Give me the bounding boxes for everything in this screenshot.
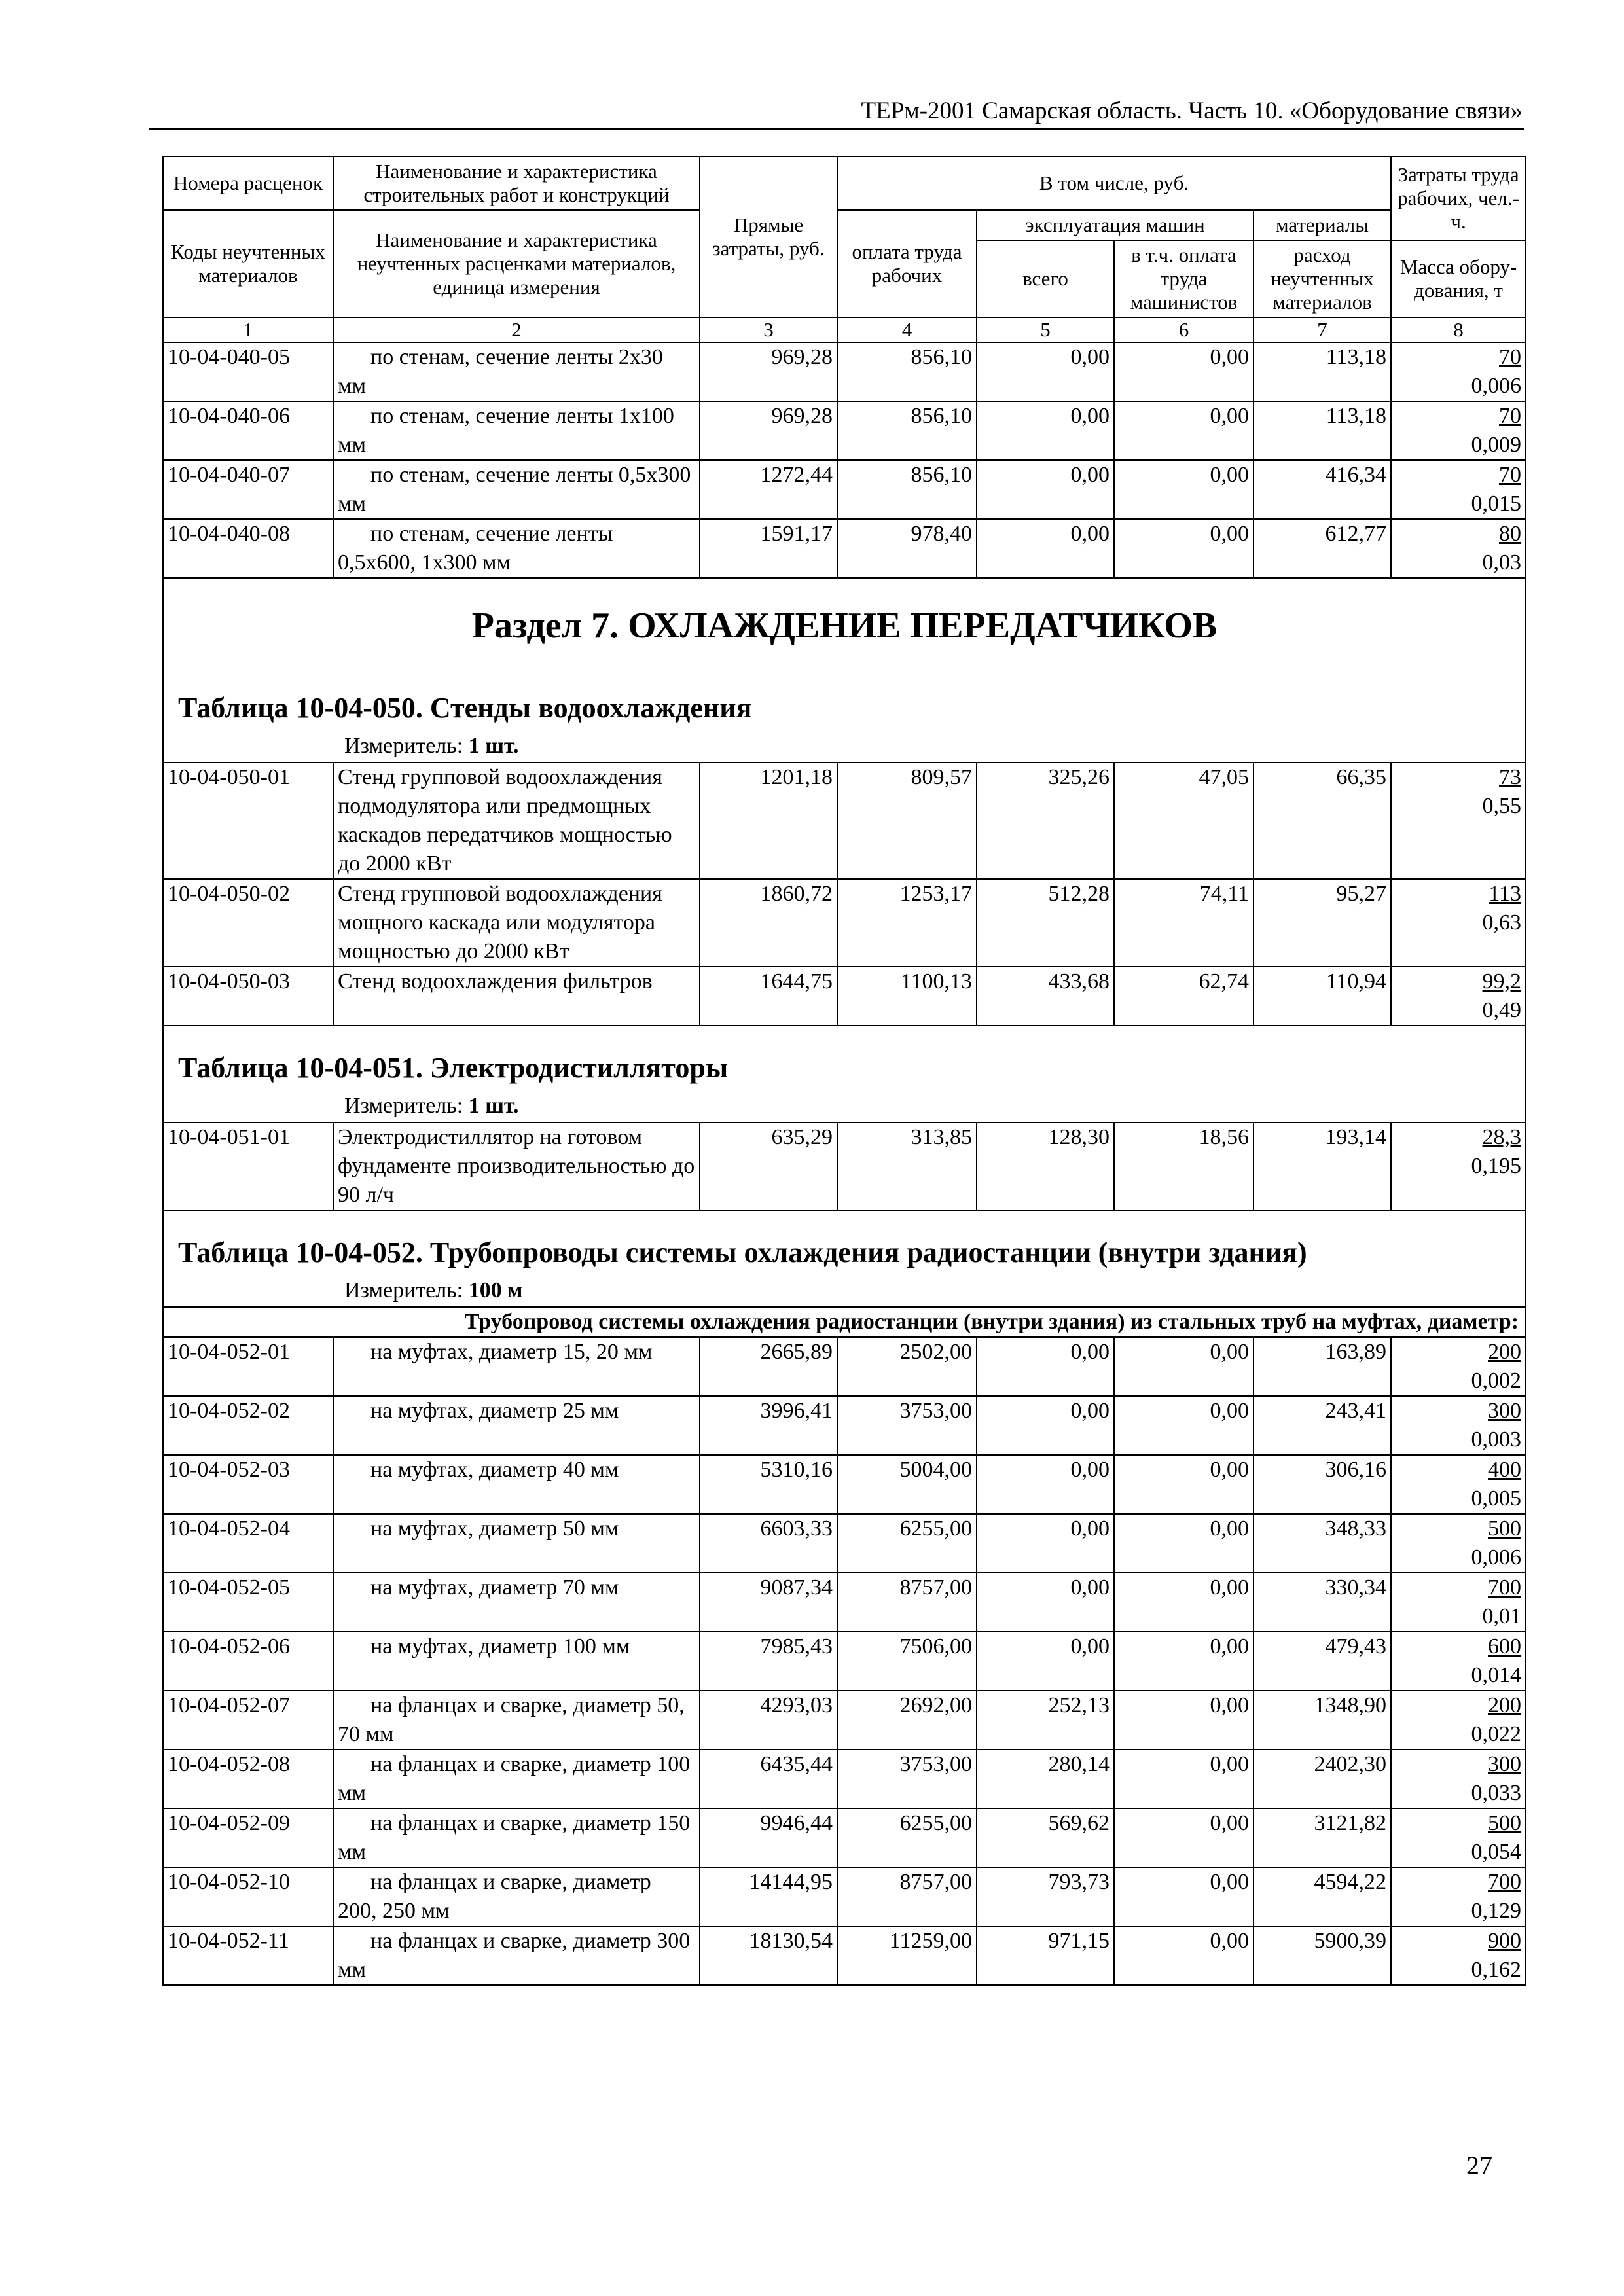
labour-mass-cell: [1391, 519, 1526, 578]
labour-mass-cell: [1391, 1573, 1526, 1632]
work-name: на фланцах и сварке, диаметр 50, 70 мм: [333, 1691, 700, 1749]
mass-value: 0,03: [1482, 550, 1522, 575]
labour-value: 28,3: [1482, 1125, 1522, 1149]
machine-total: 0,00: [977, 401, 1114, 460]
mass-value: 0,49: [1482, 998, 1522, 1022]
mass-value: 0,006: [1471, 374, 1522, 398]
work-name: на муфтах, диаметр 50 мм: [333, 1514, 700, 1573]
labour-value: 900: [1488, 1929, 1522, 1953]
mass-value: 0,55: [1482, 794, 1522, 818]
worker-pay: 8757,00: [837, 1573, 977, 1632]
machinist-pay: 0,00: [1114, 1337, 1254, 1396]
labour-mass-cell: [1391, 1396, 1526, 1455]
table-row: [163, 1749, 1526, 1808]
head-mat-use: расход неучтенных материалов: [1254, 240, 1391, 317]
head-incl: В том числе, руб.: [837, 156, 1391, 210]
direct-cost: 9946,44: [700, 1808, 837, 1867]
head-name2: Наименование и характеристика неучтенных расценками материалов, единица измерения: [333, 210, 700, 317]
work-name: по стенам, сечение ленты 0,5х300 мм: [333, 460, 700, 519]
head-pay: оплата труда рабочих: [837, 210, 977, 317]
work-name: на фланцах и сварке, диаметр 300 мм: [333, 1926, 700, 1985]
materials-cost: 163,89: [1254, 1337, 1391, 1396]
rate-code: 10-04-050-03: [163, 967, 333, 1026]
head-mass: Масса обору-дования, т: [1391, 240, 1526, 317]
materials-cost: 306,16: [1254, 1455, 1391, 1514]
table-row: [163, 762, 1526, 879]
table-row: [163, 1808, 1526, 1867]
mass-value: 0,63: [1482, 910, 1522, 935]
head-index-row: [163, 317, 1526, 342]
machinist-pay: 18,56: [1114, 1122, 1254, 1210]
materials-cost: 479,43: [1254, 1632, 1391, 1691]
machine-total: 569,62: [977, 1808, 1114, 1867]
table-row: [163, 1926, 1526, 1985]
labour-mass-cell: [1391, 401, 1526, 460]
labour-mass-cell: [1391, 460, 1526, 519]
worker-pay: 2502,00: [837, 1337, 977, 1396]
materials-cost: 3121,82: [1254, 1808, 1391, 1867]
mass-value: 0,033: [1471, 1781, 1522, 1805]
machinist-pay: 0,00: [1114, 1455, 1254, 1514]
worker-pay: 313,85: [837, 1122, 977, 1210]
machine-total: 0,00: [977, 1337, 1114, 1396]
work-name: на муфтах, диаметр 40 мм: [333, 1455, 700, 1514]
head-mat: материалы: [1254, 210, 1391, 240]
col-index: 6: [1114, 317, 1254, 342]
worker-pay: 8757,00: [837, 1867, 977, 1926]
table-row: [163, 460, 1526, 519]
worker-pay: 978,40: [837, 519, 977, 578]
col-index: 3: [700, 317, 837, 342]
machine-total: 0,00: [977, 1455, 1114, 1514]
labour-mass-cell: [1391, 1514, 1526, 1573]
labour-mass-cell: [1391, 762, 1526, 879]
rate-code: 10-04-051-01: [163, 1122, 333, 1210]
worker-pay: 856,10: [837, 342, 977, 401]
labour-mass-cell: [1391, 1808, 1526, 1867]
work-name: Стенд групповой водоохлаждения мощного каскада или модулятора мощностью до 2000 кВт: [333, 879, 700, 967]
machinist-pay: 0,00: [1114, 1867, 1254, 1926]
table-row: [163, 1632, 1526, 1691]
materials-cost: 416,34: [1254, 460, 1391, 519]
materials-cost: 66,35: [1254, 762, 1391, 879]
table-051-title-row: [163, 1026, 1526, 1090]
head-rate-no: Номера расценок: [163, 156, 333, 210]
rate-code: 10-04-052-09: [163, 1808, 333, 1867]
table-050-meter-row: [163, 730, 1526, 762]
table-row: [163, 1396, 1526, 1455]
page-number: 27: [1466, 2151, 1492, 2180]
machine-total: 0,00: [977, 1396, 1114, 1455]
worker-pay: 856,10: [837, 401, 977, 460]
work-name: на фланцах и сварке, диаметр 100 мм: [333, 1749, 700, 1808]
direct-cost: 7985,43: [700, 1632, 837, 1691]
machinist-pay: 47,05: [1114, 762, 1254, 879]
mass-value: 0,005: [1471, 1486, 1522, 1511]
meter-value: 1 шт.: [468, 1094, 519, 1118]
work-name: на муфтах, диаметр 15, 20 мм: [333, 1337, 700, 1396]
mass-value: 0,054: [1471, 1840, 1522, 1864]
direct-cost: 969,28: [700, 401, 837, 460]
labour-value: 700: [1488, 1870, 1522, 1894]
labour-value: 80: [1499, 522, 1522, 546]
head-mach-pay: в т.ч. оплата труда машинистов: [1114, 240, 1254, 317]
mass-value: 0,162: [1471, 1958, 1522, 1982]
machinist-pay: 0,00: [1114, 1808, 1254, 1867]
worker-pay: 2692,00: [837, 1691, 977, 1749]
work-name: на фланцах и сварке, диаметр 200, 250 мм: [333, 1867, 700, 1926]
machinist-pay: 0,00: [1114, 1691, 1254, 1749]
direct-cost: 9087,34: [700, 1573, 837, 1632]
table-row: [163, 342, 1526, 401]
worker-pay: 6255,00: [837, 1514, 977, 1573]
labour-value: 200: [1488, 1693, 1522, 1717]
table-row: [163, 519, 1526, 578]
section-title: Раздел 7. ОХЛАЖДЕНИЕ ПЕРЕДАТЧИКОВ: [163, 578, 1526, 666]
materials-cost: 5900,39: [1254, 1926, 1391, 1985]
head-name: Наименование и характеристика строительных работ и конструкций: [333, 156, 700, 210]
table-052-title: Таблица 10-04-052. Трубопроводы системы охлаждения радиостанции (внутри здания): [163, 1210, 1526, 1275]
labour-mass-cell: [1391, 1455, 1526, 1514]
worker-pay: 6255,00: [837, 1808, 977, 1867]
col-index: 5: [977, 317, 1114, 342]
rate-code: 10-04-052-06: [163, 1632, 333, 1691]
work-name: по стенам, сечение ленты 2х30 мм: [333, 342, 700, 401]
machine-total: 512,28: [977, 879, 1114, 967]
rates-table: [162, 156, 1526, 1986]
mass-value: 0,195: [1471, 1154, 1522, 1178]
materials-cost: 4594,22: [1254, 1867, 1391, 1926]
col-index: 8: [1391, 317, 1526, 342]
rate-code: 10-04-052-11: [163, 1926, 333, 1985]
table-row: [163, 1514, 1526, 1573]
direct-cost: 18130,54: [700, 1926, 837, 1985]
meter-value: 100 м: [468, 1278, 523, 1302]
meter-label: Измеритель:: [344, 734, 463, 758]
section-row: [163, 578, 1526, 666]
table-row: [163, 401, 1526, 460]
labour-mass-cell: [1391, 1867, 1526, 1926]
rate-code: 10-04-052-05: [163, 1573, 333, 1632]
labour-value: 400: [1488, 1458, 1522, 1482]
materials-cost: 95,27: [1254, 879, 1391, 967]
labour-mass-cell: [1391, 1122, 1526, 1210]
rate-code: 10-04-052-02: [163, 1396, 333, 1455]
head-mach-total: всего: [977, 240, 1114, 317]
worker-pay: 1100,13: [837, 967, 977, 1026]
labour-value: 700: [1488, 1575, 1522, 1600]
table-row: [163, 879, 1526, 967]
direct-cost: 14144,95: [700, 1867, 837, 1926]
labour-value: 70: [1499, 345, 1522, 369]
labour-mass-cell: [1391, 1926, 1526, 1985]
worker-pay: 809,57: [837, 762, 977, 879]
labour-value: 113: [1489, 882, 1522, 906]
materials-cost: 243,41: [1254, 1396, 1391, 1455]
machine-total: 0,00: [977, 1514, 1114, 1573]
work-name: Стенд водоохлаждения фильтров: [333, 967, 700, 1026]
labour-mass-cell: [1391, 1632, 1526, 1691]
group-row: [163, 1307, 1526, 1337]
labour-value: 70: [1499, 463, 1522, 487]
labour-value: 500: [1488, 1516, 1522, 1541]
group-heading: Трубопровод системы охлаждения радиостанции (внутри здания) из стальных труб на муфтах, диаметр:: [163, 1307, 1526, 1337]
table-row: [163, 1455, 1526, 1514]
running-title: ТЕРм-2001 Самарская область. Часть 10. «Оборудование связи»: [861, 98, 1523, 124]
table-050-title: Таблица 10-04-050. Стенды водоохлаждения: [163, 666, 1526, 730]
labour-mass-cell: [1391, 1691, 1526, 1749]
head-mach: эксплуатация машин: [977, 210, 1254, 240]
machine-total: 280,14: [977, 1749, 1114, 1808]
table-051-meter-row: [163, 1090, 1526, 1122]
col-index: 1: [163, 317, 333, 342]
rate-code: 10-04-052-10: [163, 1867, 333, 1926]
labour-value: 99,2: [1482, 969, 1522, 994]
machine-total: 971,15: [977, 1926, 1114, 1985]
labour-mass-cell: [1391, 879, 1526, 967]
materials-cost: 110,94: [1254, 967, 1391, 1026]
materials-cost: 113,18: [1254, 342, 1391, 401]
rate-code: 10-04-040-05: [163, 342, 333, 401]
materials-cost: 330,34: [1254, 1573, 1391, 1632]
machine-total: 793,73: [977, 1867, 1114, 1926]
header-rule: [149, 128, 1524, 130]
table-051-meter: [163, 1090, 1526, 1122]
materials-cost: 348,33: [1254, 1514, 1391, 1573]
mass-value: 0,002: [1471, 1369, 1522, 1393]
worker-pay: 3753,00: [837, 1396, 977, 1455]
direct-cost: 969,28: [700, 342, 837, 401]
mass-value: 0,006: [1471, 1545, 1522, 1570]
labour-value: 200: [1488, 1340, 1522, 1364]
machinist-pay: 0,00: [1114, 401, 1254, 460]
direct-cost: 1201,18: [700, 762, 837, 879]
labour-value: 70: [1499, 404, 1522, 428]
machinist-pay: 0,00: [1114, 1514, 1254, 1573]
machine-total: 0,00: [977, 342, 1114, 401]
machinist-pay: 0,00: [1114, 1749, 1254, 1808]
labour-mass-cell: [1391, 342, 1526, 401]
table-051-title: Таблица 10-04-051. Электродистилляторы: [163, 1026, 1526, 1090]
meter-value: 1 шт.: [468, 734, 519, 758]
mass-value: 0,003: [1471, 1427, 1522, 1452]
machine-total: 0,00: [977, 1573, 1114, 1632]
table-row: [163, 1867, 1526, 1926]
table-050-title-row: [163, 666, 1526, 730]
work-name: на фланцах и сварке, диаметр 150 мм: [333, 1808, 700, 1867]
rate-code: 10-04-040-08: [163, 519, 333, 578]
rate-code: 10-04-052-04: [163, 1514, 333, 1573]
direct-cost: 635,29: [700, 1122, 837, 1210]
mass-value: 0,01: [1482, 1604, 1522, 1628]
machine-total: 252,13: [977, 1691, 1114, 1749]
col-index: 7: [1254, 317, 1391, 342]
machinist-pay: 74,11: [1114, 879, 1254, 967]
rate-code: 10-04-040-06: [163, 401, 333, 460]
machinist-pay: 0,00: [1114, 1573, 1254, 1632]
direct-cost: 3996,41: [700, 1396, 837, 1455]
materials-cost: 193,14: [1254, 1122, 1391, 1210]
machinist-pay: 0,00: [1114, 519, 1254, 578]
materials-cost: 2402,30: [1254, 1749, 1391, 1808]
table-row: [163, 967, 1526, 1026]
machinist-pay: 0,00: [1114, 1396, 1254, 1455]
table-row: [163, 1337, 1526, 1396]
table-row: [163, 1691, 1526, 1749]
meter-label: Измеритель:: [344, 1094, 463, 1118]
col-index: 2: [333, 317, 700, 342]
direct-cost: 1644,75: [700, 967, 837, 1026]
rate-code: 10-04-052-03: [163, 1455, 333, 1514]
rate-code: 10-04-052-01: [163, 1337, 333, 1396]
table-052-meter: [163, 1275, 1526, 1307]
meter-label: Измеритель:: [344, 1278, 463, 1302]
table-052-meter-row: [163, 1275, 1526, 1307]
machine-total: 433,68: [977, 967, 1114, 1026]
direct-cost: 6435,44: [700, 1749, 837, 1808]
work-name: по стенам, сечение ленты 1х100 мм: [333, 401, 700, 460]
labour-value: 300: [1488, 1399, 1522, 1423]
labour-mass-cell: [1391, 1749, 1526, 1808]
materials-cost: 612,77: [1254, 519, 1391, 578]
machine-total: 128,30: [977, 1122, 1114, 1210]
direct-cost: 1591,17: [700, 519, 837, 578]
head-direct: Прямые затраты, руб.: [700, 156, 837, 317]
mass-value: 0,015: [1471, 492, 1522, 516]
head-row-1: [163, 156, 1526, 210]
rate-code: 10-04-040-07: [163, 460, 333, 519]
direct-cost: 5310,16: [700, 1455, 837, 1514]
direct-cost: 6603,33: [700, 1514, 837, 1573]
worker-pay: 3753,00: [837, 1749, 977, 1808]
table-052-title-row: [163, 1210, 1526, 1275]
labour-value: 600: [1488, 1634, 1522, 1659]
worker-pay: 856,10: [837, 460, 977, 519]
machine-total: 0,00: [977, 519, 1114, 578]
head-codes: Коды неучтенных материалов: [163, 210, 333, 317]
labour-value: 300: [1488, 1752, 1522, 1776]
head-row-2: [163, 210, 1526, 240]
mass-value: 0,129: [1471, 1899, 1522, 1923]
work-name: Электродистиллятор на готовом фундаменте производительностью до 90 л/ч: [333, 1122, 700, 1210]
machinist-pay: 0,00: [1114, 1926, 1254, 1985]
direct-cost: 1860,72: [700, 879, 837, 967]
materials-cost: 113,18: [1254, 401, 1391, 460]
head-labour: Затраты труда рабочих, чел.-ч.: [1391, 156, 1526, 240]
machine-total: 325,26: [977, 762, 1114, 879]
labour-value: 73: [1499, 765, 1522, 789]
worker-pay: 7506,00: [837, 1632, 977, 1691]
work-name: на муфтах, диаметр 25 мм: [333, 1396, 700, 1455]
work-name: по стенам, сечение ленты 0,5х600, 1х300 мм: [333, 519, 700, 578]
labour-mass-cell: [1391, 967, 1526, 1026]
worker-pay: 5004,00: [837, 1455, 977, 1514]
materials-cost: 1348,90: [1254, 1691, 1391, 1749]
work-name: Стенд групповой водоохлаждения подмодулятора или предмощных каскадов передатчиков мощностью до 2000 кВт: [333, 762, 700, 879]
machinist-pay: 0,00: [1114, 460, 1254, 519]
work-name: на муфтах, диаметр 100 мм: [333, 1632, 700, 1691]
table-row: [163, 1122, 1526, 1210]
table-050-meter: [163, 730, 1526, 762]
direct-cost: 1272,44: [700, 460, 837, 519]
labour-mass-cell: [1391, 1337, 1526, 1396]
mass-value: 0,014: [1471, 1663, 1522, 1687]
machinist-pay: 0,00: [1114, 1632, 1254, 1691]
work-name: на муфтах, диаметр 70 мм: [333, 1573, 700, 1632]
labour-value: 500: [1488, 1811, 1522, 1835]
direct-cost: 4293,03: [700, 1691, 837, 1749]
rate-code: 10-04-052-07: [163, 1691, 333, 1749]
direct-cost: 2665,89: [700, 1337, 837, 1396]
worker-pay: 1253,17: [837, 879, 977, 967]
worker-pay: 11259,00: [837, 1926, 977, 1985]
mass-value: 0,009: [1471, 433, 1522, 457]
rate-code: 10-04-050-01: [163, 762, 333, 879]
rate-code: 10-04-050-02: [163, 879, 333, 967]
machine-total: 0,00: [977, 1632, 1114, 1691]
machinist-pay: 62,74: [1114, 967, 1254, 1026]
table-row: [163, 1573, 1526, 1632]
col-index: 4: [837, 317, 977, 342]
machine-total: 0,00: [977, 460, 1114, 519]
machinist-pay: 0,00: [1114, 342, 1254, 401]
rate-code: 10-04-052-08: [163, 1749, 333, 1808]
mass-value: 0,022: [1471, 1722, 1522, 1746]
